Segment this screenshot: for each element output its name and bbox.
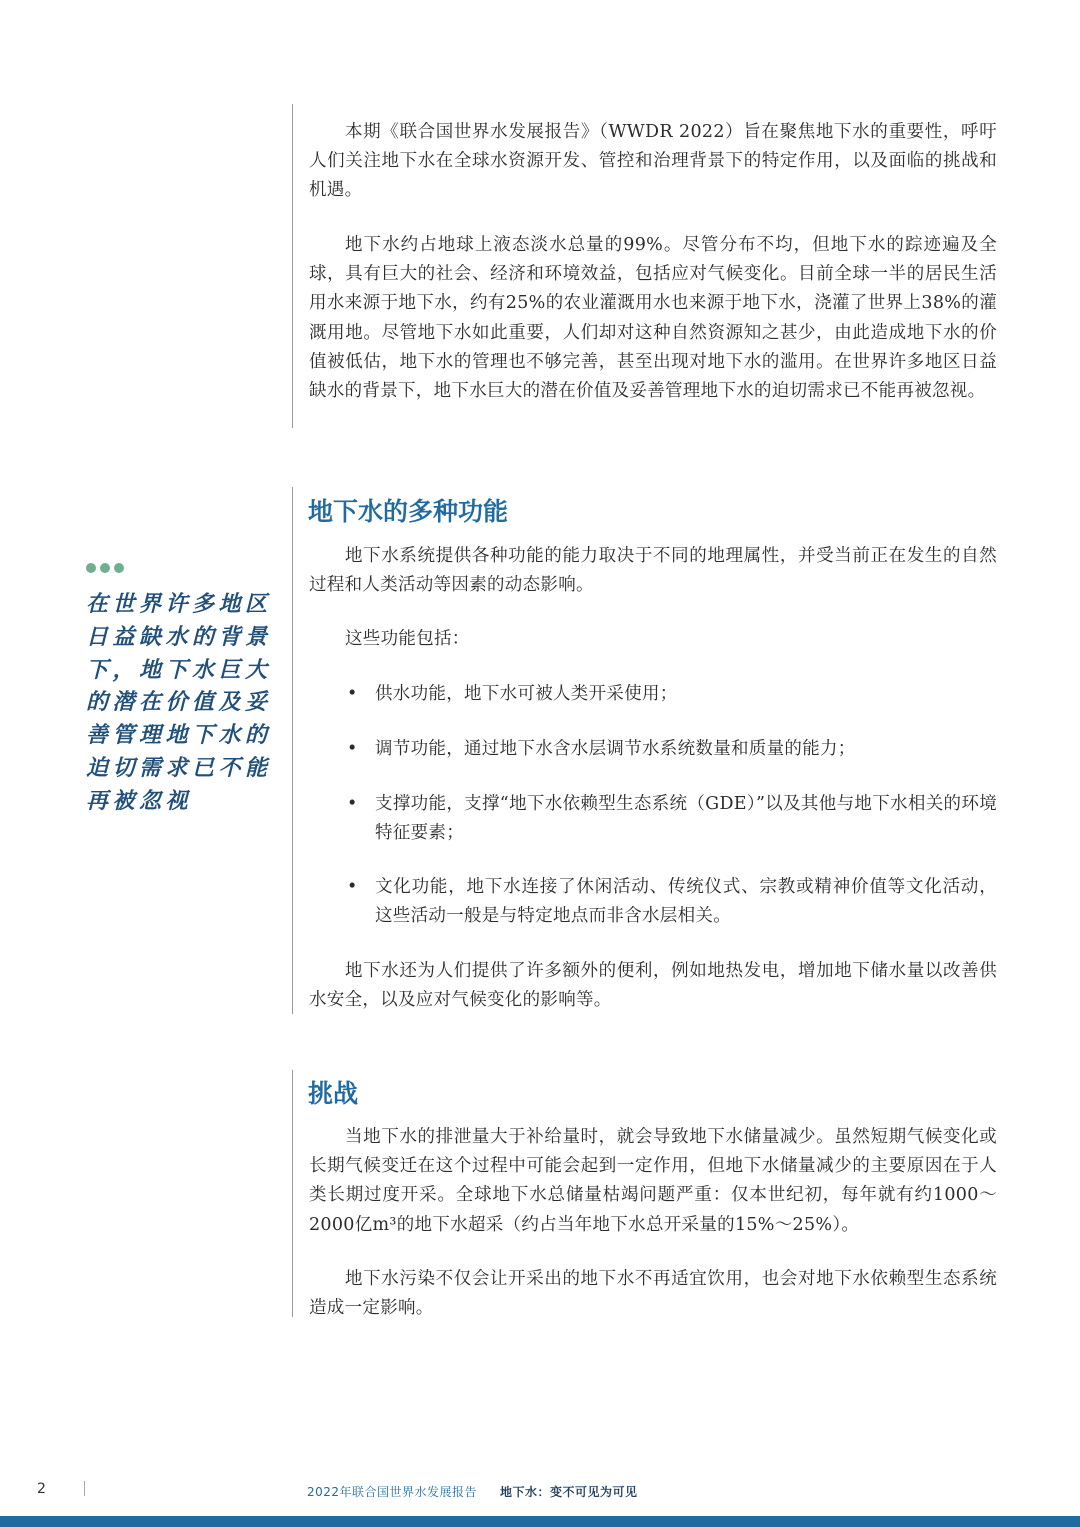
intro-divider-line (292, 104, 293, 428)
challenges-paragraph-1: 当地下水的排泄量大于补给量时，就会导致地下水储量减少。虽然短期气候变化或长期气候变迁在这个过程中可能会起到一定作用，但地下水储量减少的主要原因在于人类长期过度开采。全球地下水总储量枯竭问题严重：仅本世纪初，每年就有约1000～2000亿m³的地下水超采（约占当年地下水总开采量的15%～25%）。 (309, 1127, 997, 1235)
bullet-marker: • (347, 739, 358, 759)
intro-paragraph-1: 本期《联合国世界水发展报告》（WWDR 2022）旨在聚焦地下水的重要性，呼吁人们关注地下水在全球水资源开发、管控和治理背景下的特定作用，以及面临的挑战和机遇。 (309, 122, 997, 201)
dot-icon (100, 563, 110, 573)
footer-subtitle: 地下水：变不可见为可见 (500, 1485, 638, 1499)
functions-paragraph-3: 地下水还为人们提供了许多额外的便利，例如地热发电，增加地下储水量以改善供水安全，以及应对气候变化的影响等。 (309, 961, 997, 1011)
dot-icon (86, 563, 96, 573)
bullet-marker: • (347, 794, 358, 814)
bullet-marker: • (347, 684, 358, 704)
functions-paragraph-2: 这些功能包括： (345, 629, 470, 649)
bottom-color-bar (0, 1516, 1080, 1527)
bullet-item-regulation: 调节功能，通过地下水含水层调节水系统数量和质量的能力； (375, 739, 856, 759)
intro-paragraph-2: 地下水约占地球上液态淡水总量的99%。尽管分布不均，但地下水的踪迹遍及全球，具有巨大的社会、经济和环境效益，包括应对气候变化。目前全球一半的居民生活用水来源于地下水，约有25%的农业灌溉用水也来源于地下水，浇灌了世界上38%的灌溉用地。尽管地下水如此重要，人们却对这种自然资源知之甚少，由此造成地下水的价值被低估，地下水的管理也不够完善，甚至出现对地下水的滥用。在世界许多地区日益缺水的背景下，地下水巨大的潜在价值及妥善管理地下水的迫切需求已不能再被忽视。 (309, 235, 997, 402)
dot-icon (114, 563, 124, 573)
section-heading-challenges: 挑战 (308, 1079, 359, 1108)
quote-dots-decoration (86, 563, 124, 573)
footer-report-title: 2022年联合国世界水发展报告 (307, 1485, 478, 1499)
functions-paragraph-1: 地下水系统提供各种功能的能力取决于不同的地理属性，并受当前正在发生的自然过程和人类活动等因素的动态影响。 (309, 546, 997, 596)
footer-separator (84, 1481, 85, 1496)
page-number: 2 (37, 1481, 46, 1497)
section-heading-functions: 地下水的多种功能 (308, 497, 509, 526)
functions-divider-line (292, 487, 293, 1014)
challenges-paragraph-2: 地下水污染不仅会让开采出的地下水不再适宜饮用，也会对地下水依赖型生态系统造成一定影响。 (309, 1269, 997, 1319)
bullet-marker: • (347, 877, 358, 897)
bullet-item-support: 支撑功能，支撑“地下水依赖型生态系统（GDE）”以及其他与地下水相关的环境特征要素； (375, 794, 997, 844)
bullet-item-culture: 文化功能，地下水连接了休闲活动、传统仪式、宗教或精神价值等文化活动，这些活动一般是与特定地点而非含水层相关。 (375, 877, 997, 927)
challenges-divider-line (292, 1070, 293, 1317)
pull-quote: 在世界许多地区日益缺水的背景下，地下水巨大的潜在价值及妥善管理地下水的迫切需求已不能再被忽视 (86, 591, 272, 814)
bullet-item-supply: 供水功能，地下水可被人类开采使用； (375, 684, 678, 704)
